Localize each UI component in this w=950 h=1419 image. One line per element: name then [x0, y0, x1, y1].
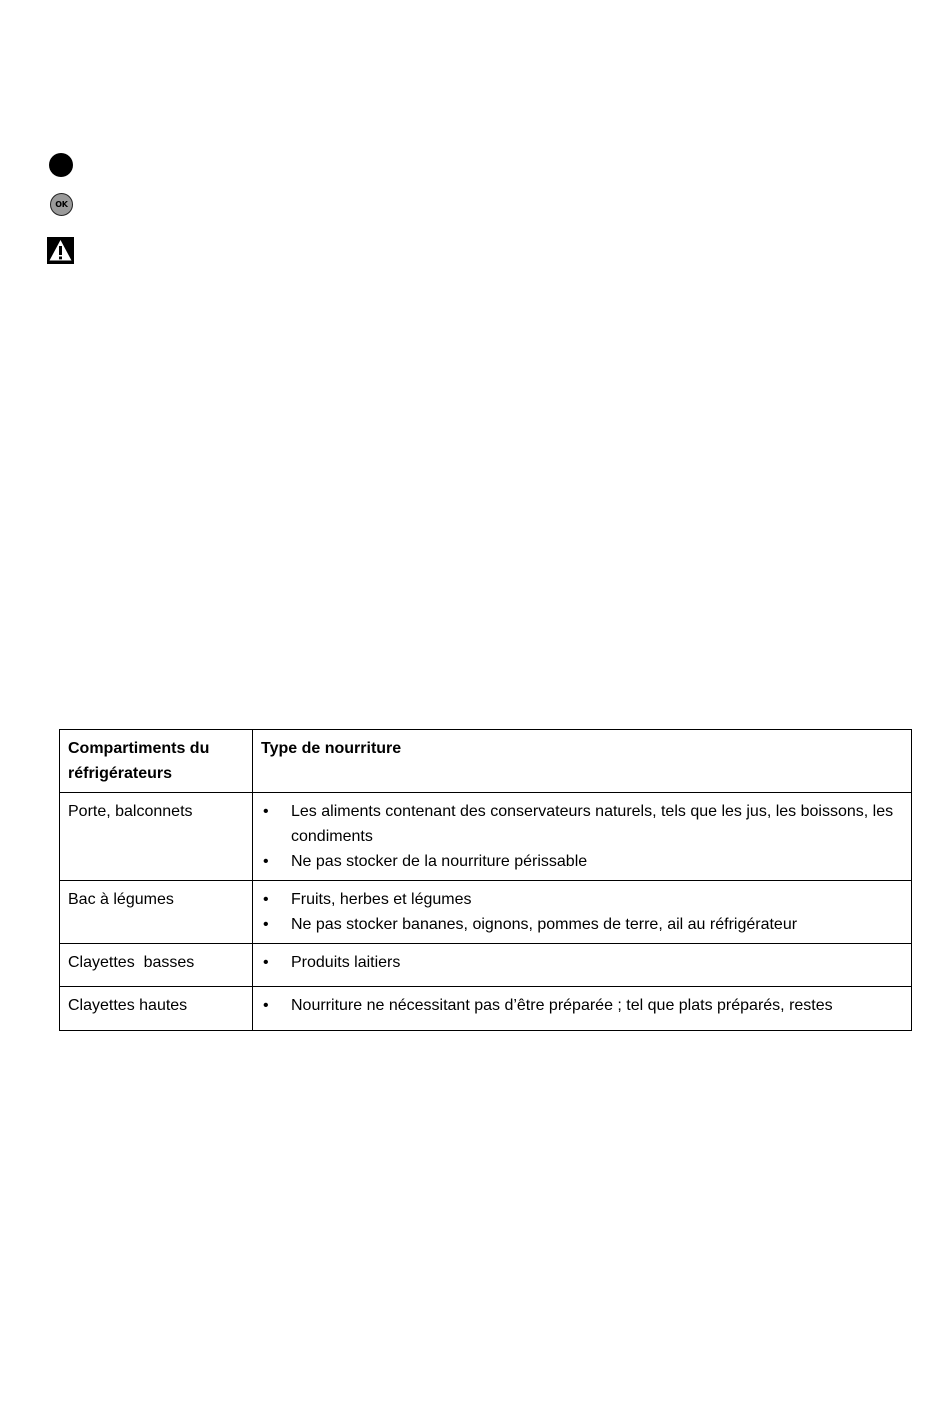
- list-item-text: Produits laitiers: [291, 954, 401, 971]
- food-type-cell: [253, 987, 912, 1031]
- list-item: [261, 849, 903, 874]
- bullet: •: [263, 997, 269, 1014]
- food-type-cell: [253, 944, 912, 987]
- bullet: •: [263, 803, 269, 820]
- bullet: •: [263, 954, 269, 971]
- header-food-type: Type de nourriture: [253, 730, 912, 793]
- bullet: •: [263, 891, 269, 908]
- list-item-text: Ne pas stocker de la nourriture périssable: [291, 853, 588, 870]
- compartment-cell: Clayettes basses: [60, 944, 253, 987]
- table-row: [60, 987, 912, 1031]
- compartment-cell: Porte, balconnets: [60, 793, 253, 881]
- bullet: •: [263, 916, 269, 933]
- compartment-cell: Clayettes hautes: [60, 987, 253, 1031]
- ok-icon-label: OK: [55, 200, 68, 209]
- table-row: [60, 793, 912, 881]
- list-item-text: Fruits, herbes et légumes: [291, 891, 472, 908]
- list-item: [261, 887, 903, 912]
- list-item: [261, 799, 903, 849]
- food-storage-table: [59, 729, 912, 1031]
- table-row: [60, 881, 912, 944]
- compartment-cell: Bac à légumes: [60, 881, 253, 944]
- ok-icon: [50, 193, 73, 216]
- list-item-text: Ne pas stocker bananes, oignons, pommes de terre, ail au réfrigérateur: [291, 916, 798, 933]
- list-item: [261, 912, 903, 937]
- header-compartments: Compartiments du réfrigérateurs: [60, 730, 253, 793]
- list-item: [261, 950, 903, 975]
- list-item-text: Les aliments contenant des conservateurs naturels, tels que les jus, les boissons, les condiments: [291, 803, 894, 845]
- list-item-text: Nourriture ne nécessitant pas d’être préparée ; tel que plats préparés, restes: [291, 997, 833, 1014]
- bullet: •: [263, 853, 269, 870]
- black-dot-icon: [49, 153, 73, 177]
- table-header-row: [60, 730, 912, 793]
- warning-icon: [47, 237, 74, 264]
- table-row: [60, 944, 912, 987]
- list-item: [261, 993, 903, 1018]
- food-type-cell: [253, 793, 912, 881]
- food-type-cell: [253, 881, 912, 944]
